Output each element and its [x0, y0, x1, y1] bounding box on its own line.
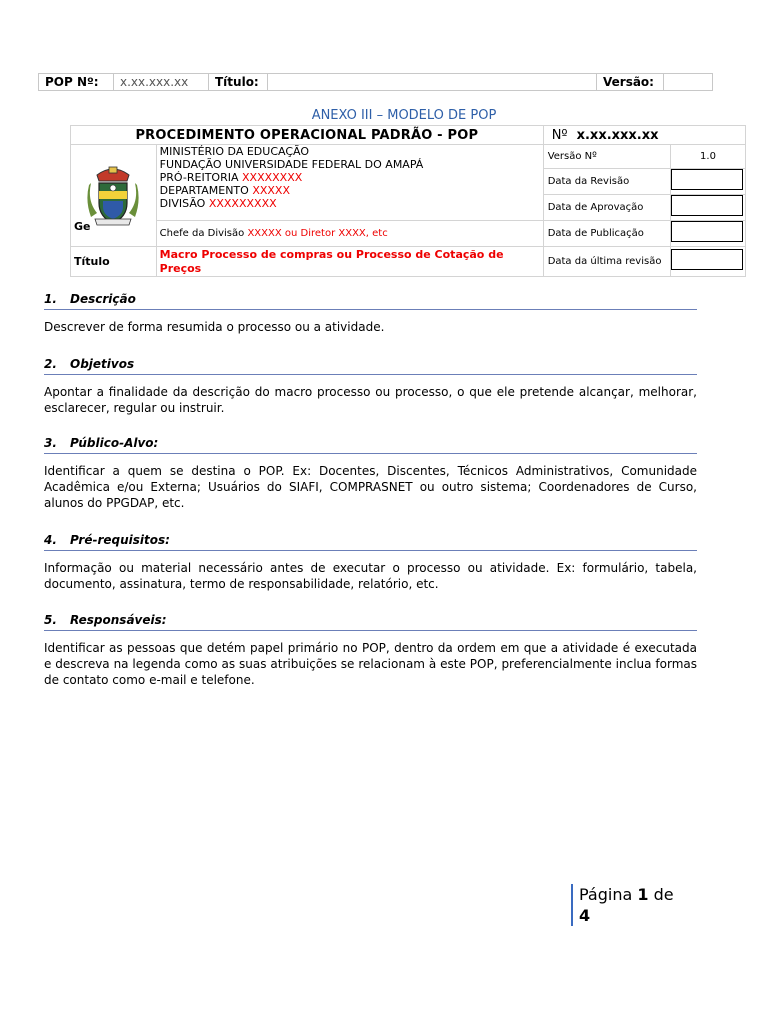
revision-date-label: Data da Revisão	[543, 169, 670, 195]
section-pre-requisitos	[44, 533, 697, 592]
version-label: Versão:	[597, 74, 664, 91]
ge-label-fragment: Ge	[74, 220, 91, 233]
section-heading: 3. Público-Alvo:	[44, 436, 697, 454]
org-divisao: DIVISÃO XXXXXXXXX	[159, 197, 277, 210]
org-pro-reitoria: PRÓ-REITORIA XXXXXXXX	[159, 171, 303, 184]
chefe-label: Chefe da Divisão	[159, 228, 245, 239]
section-text: Descrever de forma resumida o processo ou a atividade.	[44, 320, 385, 334]
last-revision-date-label: Data da última revisão	[543, 247, 670, 277]
pop-number-value: x.xx.xxx.xx	[114, 74, 209, 91]
publication-date-label: Data de Publicação	[543, 221, 670, 247]
pop-number	[543, 126, 745, 145]
org-ministry: MINISTÉRIO DA EDUCAÇÃO	[159, 145, 310, 158]
chefe-value: XXXXX ou Diretor XXXX, etc	[247, 228, 388, 239]
last-revision-date-field[interactable]	[671, 249, 743, 270]
revision-date-field[interactable]	[671, 169, 743, 190]
section-responsaveis	[44, 613, 697, 688]
section-publico-alvo	[44, 436, 697, 511]
approval-date-field[interactable]	[671, 195, 743, 216]
version-number-label: Versão Nº	[543, 145, 670, 169]
section-text: Identificar a quem se destina o POP. Ex: Docentes, Discentes, Técnicos Administrativos, Comunidade Acadêmica e/ou Externa; Usuários do SIAFI, COMPRASNET ou outro sistema; Coordenadores de Curso, alunos do PPGDAP, etc.	[44, 464, 697, 510]
org-university: FUNDAÇÃO UNIVERSIDADE FEDERAL DO AMAPÁ	[159, 158, 424, 171]
section-text: Apontar a finalidade da descrição do macro processo ou processo, o que ele pretende alcançar, melhorar, esclarecer, regular ou instruir.	[44, 385, 697, 415]
header-table	[38, 73, 713, 91]
university-coat-of-arms-logo	[87, 161, 139, 227]
pop-number-label: Nº	[551, 127, 568, 143]
section-descricao	[44, 292, 697, 335]
org-departamento: DEPARTAMENTO XXXXX	[159, 184, 290, 197]
pop-main-title: PROCEDIMENTO OPERACIONAL PADRÃO - POP	[71, 126, 544, 145]
titulo-label: Título	[71, 247, 157, 277]
title-value	[268, 74, 597, 91]
section-heading: 5. Responsáveis:	[44, 613, 697, 631]
section-text: Informação ou material necessário antes de executar o processo ou atividade. Ex: formulário, tabela, documento, assinatura, termo de responsabilidade, relatório, etc.	[44, 561, 697, 591]
section-text: Identificar as pessoas que detém papel primário no POP, dentro da ordem em que a atividade é executada e descreva na legenda como as suas atribuições se relacionam à este POP, preferencialmente inclua formas de contato como e-mail e telefone.	[44, 641, 697, 687]
section-heading: 4. Pré-requisitos:	[44, 533, 697, 551]
chefe-cell	[156, 221, 543, 247]
version-value	[664, 74, 713, 91]
title-label: Título:	[209, 74, 268, 91]
approval-date-label: Data de Aprovação	[543, 195, 670, 221]
pop-number-value: x.xx.xxx.xx	[576, 127, 659, 143]
page-number: Página 1 de 4	[571, 884, 674, 926]
section-heading: 1. Descrição	[44, 292, 697, 310]
section-objetivos	[44, 357, 697, 416]
organization-block	[156, 145, 543, 221]
publication-date-field[interactable]	[671, 221, 743, 242]
version-number-value: 1.0	[670, 145, 745, 169]
annex-title: ANEXO III – MODELO DE POP	[311, 108, 497, 123]
pop-number-label: POP Nº:	[39, 74, 114, 91]
section-heading: 2. Objetivos	[44, 357, 697, 375]
pop-table	[70, 125, 746, 277]
titulo-value: Macro Processo de compras ou Processo de Cotação de Preços	[156, 247, 543, 277]
